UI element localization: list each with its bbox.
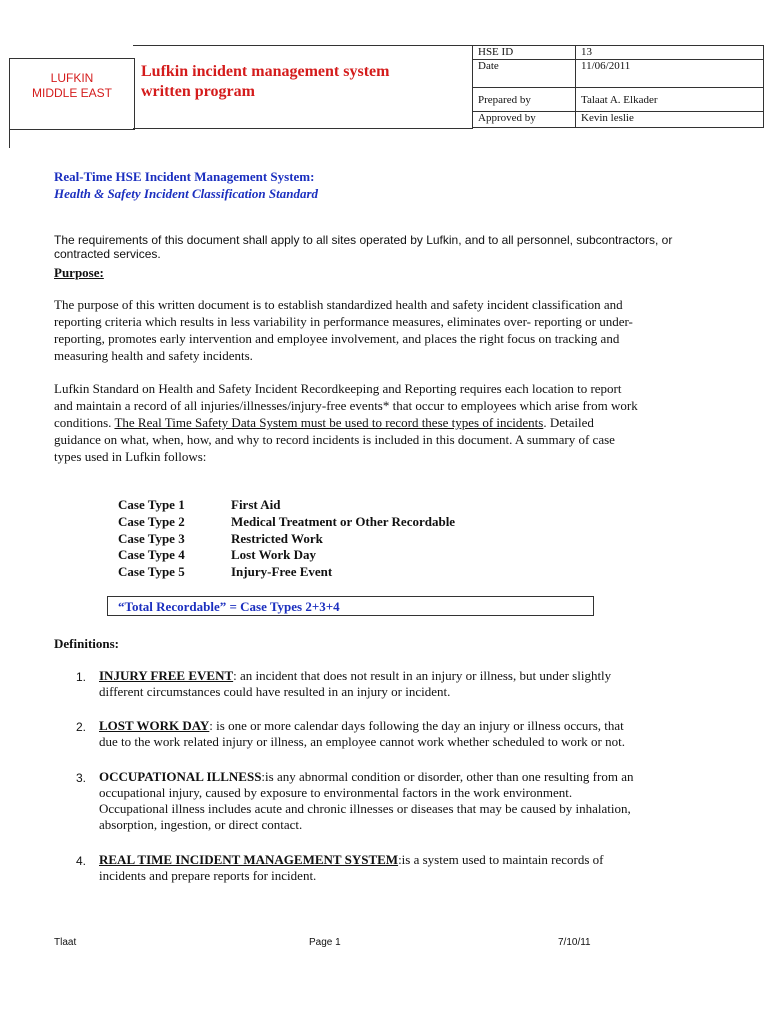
intro-paragraph	[54, 233, 734, 261]
title-line-2: written program	[141, 83, 255, 100]
case-type-name: Lost Work Day	[231, 547, 316, 562]
definition-text: occupational injury, caused by exposure to environmental factors in the work environment.	[99, 785, 573, 800]
meta-label: Date	[473, 60, 576, 88]
definition-text: incidents and prepare reports for incident.	[99, 868, 317, 883]
definition-term: OCCUPATIONAL ILLNESS	[99, 769, 262, 784]
purpose-line: measuring health and safety incidents.	[54, 348, 253, 363]
definition-text: absorption, ingestion, or direct contact.	[99, 817, 303, 832]
list-number: 2.	[76, 720, 87, 734]
logo-box	[9, 58, 135, 130]
document-meta-table	[472, 45, 764, 128]
case-type-id: Case Type 2	[118, 514, 185, 529]
text-segment: . Detailed	[543, 415, 594, 430]
purpose-line: reporting, promotes early intervention and employee involvement, and places the right focus on tracking and	[54, 331, 620, 346]
text-segment: conditions.	[54, 415, 115, 430]
definitions-heading: Definitions:	[54, 636, 119, 651]
list-number: 3.	[76, 771, 87, 785]
meta-row-date	[473, 60, 764, 88]
document-title-box	[133, 45, 473, 129]
case-type-name: Injury-Free Event	[231, 564, 333, 579]
list-number: 1.	[76, 670, 87, 684]
case-type-row	[118, 563, 332, 580]
definition-text: :is a system used to maintain records of	[398, 852, 604, 867]
meta-value: Talaat A. Elkader	[576, 88, 764, 112]
meta-row-prepared-by	[473, 88, 764, 112]
definition-text: : is one or more calendar days following the day an injury or illness occurs, that	[209, 718, 624, 733]
purpose-heading: Purpose:	[54, 265, 104, 280]
purpose-line: Lufkin Standard on Health and Safety Incident Recordkeeping and Reporting requires each location to report	[54, 381, 622, 396]
underlined-requirement: The Real Time Safety Data System must be used to record these types of incidents	[114, 415, 544, 430]
case-type-row	[118, 530, 323, 547]
definition-item	[99, 769, 739, 833]
total-recordable-box: “Total Recordable” = Case Types 2+3+4	[107, 596, 594, 616]
meta-label: Prepared by	[473, 88, 576, 112]
company-logo	[10, 71, 134, 101]
logo-line-2: MIDDLE EAST	[31, 86, 112, 100]
intro-line-1: The requirements of this document shall apply to all sites operated by Lufkin, and to all personnel, subcontractors, or	[54, 233, 673, 247]
case-type-row	[118, 546, 316, 563]
definition-text: due to the work related injury or illness, an employee cannot work whether scheduled to work or not.	[99, 734, 625, 749]
divider	[9, 128, 10, 148]
footer-page-number: Page 1	[309, 937, 341, 948]
case-type-name: Restricted Work	[231, 531, 323, 546]
definition-item	[99, 668, 739, 700]
case-type-id: Case Type 4	[118, 547, 185, 562]
definition-term: INJURY FREE EVENT	[99, 668, 234, 683]
case-type-name: Medical Treatment or Other Recordable	[231, 514, 456, 529]
definition-text: :is any abnormal condition or disorder, other than one resulting from an	[261, 769, 634, 784]
purpose-line: types used in Lufkin follows:	[54, 449, 207, 464]
purpose-line: The purpose of this written document is to establish standardized health and safety incident classification and	[54, 297, 623, 312]
purpose-line: reporting criteria which results in less variability in performance measures, eliminates over- reporting or under-	[54, 314, 633, 329]
main-heading: Real-Time HSE Incident Management System:	[54, 169, 315, 184]
case-type-row	[118, 513, 455, 530]
definition-term: LOST WORK DAY	[99, 718, 210, 733]
title-line-1: Lufkin incident management system	[141, 63, 390, 80]
case-type-id: Case Type 5	[118, 564, 185, 579]
definition-item	[99, 852, 739, 884]
meta-label: HSE ID	[473, 46, 576, 60]
case-type-row	[118, 496, 280, 513]
definition-text: different circumstances could have resulted in an injury or incident.	[99, 684, 451, 699]
sub-heading: Health & Safety Incident Classification Standard	[54, 186, 318, 201]
purpose-line: and maintain a record of all injuries/illnesses/injury-free events* that occur to employees which arise from work	[54, 398, 638, 413]
meta-value: 13	[576, 46, 764, 60]
intro-line-2: contracted services.	[54, 247, 161, 261]
purpose-line: guidance on what, when, how, and why to record incidents is included in this document. A summary of case	[54, 432, 615, 447]
logo-line-1: LUFKIN	[50, 71, 94, 85]
meta-label: Approved by	[473, 112, 576, 128]
case-type-id: Case Type 3	[118, 531, 185, 546]
purpose-paragraph-2	[54, 380, 734, 465]
meta-row-approved-by	[473, 112, 764, 128]
case-type-name: First Aid	[231, 497, 281, 512]
definition-text: : an incident that does not result in an injury or illness, but under slightly	[233, 668, 612, 683]
list-number: 4.	[76, 854, 87, 868]
meta-row-hse-id	[473, 46, 764, 60]
document-title	[141, 62, 389, 102]
definition-text: Occupational illness includes acute and chronic illnesses or diseases that may be caused by inhalation,	[99, 801, 631, 816]
purpose-line	[54, 414, 734, 431]
meta-value: 11/06/2011	[576, 60, 764, 88]
purpose-paragraph-1	[54, 296, 734, 364]
definition-item	[99, 718, 739, 750]
meta-value: Kevin leslie	[576, 112, 764, 128]
case-type-id: Case Type 1	[118, 497, 185, 512]
definition-term: REAL TIME INCIDENT MANAGEMENT SYSTEM	[99, 852, 399, 867]
footer-date: 7/10/11	[558, 937, 591, 948]
footer-author: Tlaat	[54, 937, 77, 948]
